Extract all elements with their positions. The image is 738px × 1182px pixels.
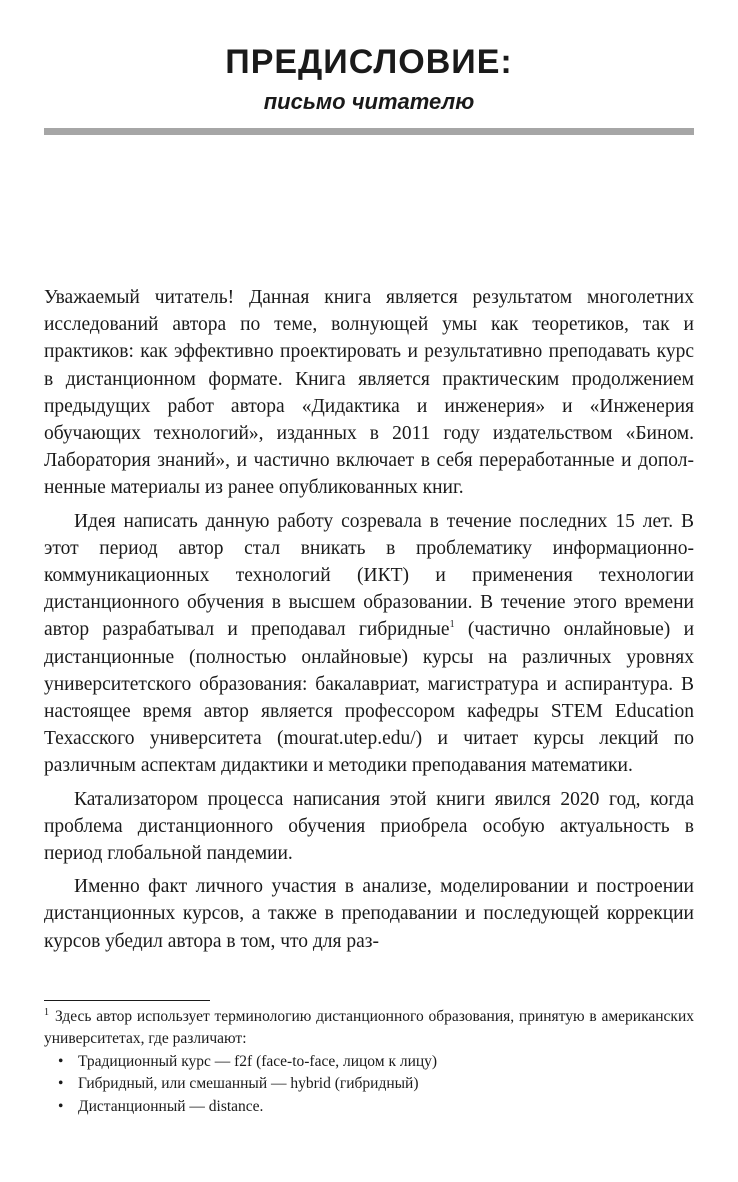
paragraph-4: Именно факт личного участия в анализе, моделировании и построении дистанционных курсов, а также в преподавании и последующей коррекции курсов убедил автора в том, что для раз-	[44, 876, 694, 952]
footnote-item-text: Традиционный курс — f2f (face-to-face, лицом к лицу)	[78, 1052, 438, 1070]
footnote-text: Здесь автор использует терминологию дистанционного образования, принятую в американских университетах, где различают:	[44, 1008, 694, 1048]
footnote-reference: 1	[449, 619, 455, 631]
paragraph-2-part-2: (частично онлайновые) и дистанционные (полностью онлайновые) курсы на различных уровнях университетского образования: бакалавриат, магистратура и аспирантура. В настоящее время автор является профессором кафедры STEM Education Техасского университета (mourat.utep.edu/) и читает курсы лекций по различным аспектам дидактики и методики преподавания математики.	[44, 619, 694, 777]
footnote-item-text: Гибридный, или смешанный — hybrid (гибридный)	[78, 1075, 419, 1093]
bullet-icon: •	[58, 1052, 64, 1070]
footnote-divider	[44, 1000, 210, 1001]
footnote	[44, 1006, 694, 1118]
chapter-title: ПРЕДИСЛОВИЕ:	[225, 43, 513, 81]
paragraph-1: Уважаемый читатель! Данная книга является результатом многолетних исследований автора по теме, волнующей умы как теоретиков, так и практиков: как эффективно проектировать и результативно преподавать курс в дистанционном формате. Книга является практическим продолжением предыдущих работ автора «Дидактика и инженерия» и «Инженерия обучающих технологий», изданных в 2011 году издательством «Бином. Лаборатория знаний», и частично включает в себя переработанные и дополненные материалы из ранее опубликованных книг.	[44, 287, 694, 499]
footnote-list-item	[58, 1051, 694, 1073]
paragraph-2	[44, 508, 694, 780]
footnote-item-text: Дистанционный — distance.	[78, 1097, 264, 1115]
footnote-marker: 1	[44, 1007, 49, 1018]
bullet-icon: •	[58, 1097, 64, 1115]
bullet-icon: •	[58, 1075, 64, 1093]
footnote-text-line	[44, 1006, 694, 1051]
footnote-list	[44, 1051, 694, 1118]
paragraph-3: Катализатором процесса написания этой книги явился 2020 год, когда проблема дистанционного обучения приобрела особую актуальность в период глобальной пандемии.	[44, 788, 694, 865]
chapter-subtitle: письмо читателю	[263, 89, 475, 114]
paragraph-2-part-1: Идея написать данную работу созревала в течение последних 15 лет. В этот период автор стал вникать в проблематику информационно-коммуникационных технологий (ИКТ) и применения технологии дистанционного обучения в высшем образовании. В течение этого времени автор разрабатывал и преподавал гибридные	[44, 510, 694, 641]
footnote-list-item	[58, 1096, 694, 1118]
main-text	[44, 284, 694, 961]
title-divider	[44, 128, 694, 135]
footnote-list-item	[58, 1073, 694, 1095]
